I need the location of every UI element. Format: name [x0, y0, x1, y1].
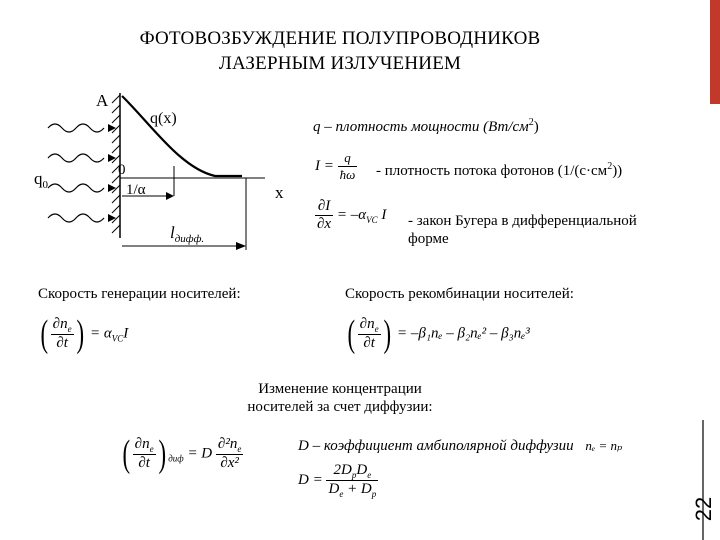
title-line-2: ЛАЗЕРНЫМ ИЗЛУЧЕНИЕМ: [218, 53, 462, 74]
photon-flux-definition: - плотность потока фотонов $(1/(с\cdot см^2))$: [376, 161, 623, 179]
d-formula: D = $\frac{2D_pD_e}{D_e + D_p}$: [298, 462, 377, 499]
label-qx: q(x): [150, 110, 177, 127]
absorption-diagram: [30, 88, 300, 258]
accent-bar: [710, 0, 720, 104]
fraction: $\frac{\partial^2n_e}{\text{∂x²}}$: [217, 436, 242, 471]
q-definition: q – плотность мощности $(Вт/см^2)$: [313, 117, 539, 135]
d-definition: D – коэффициент амбиполярной диффузии nₑ = nₚ: [298, 438, 623, 454]
fraction: $\frac{\partial n_e}{\partial t}$: [134, 436, 154, 471]
bouguer-formula: $\frac{\partial I}{\partial x}$ = $-\alpha_{VC}$ I: [317, 198, 387, 232]
photon-waves: [48, 124, 104, 222]
diffusion-formula: ( $\frac{\partial n_e}{\partial t}$ ) $_{диф}$ = D $\frac{\partial^2n_e}{\text{∂x²}}$: [122, 433, 242, 475]
recombination-label: Скорость рекомбинации носителей:: [345, 286, 574, 302]
recombination-formula: ( $\frac{\partial n_e}{\partial t}$ ) = –β₁nₑ – β₂nₑ² – β₃nₑ³: [347, 313, 530, 355]
qx-curve: [122, 96, 242, 176]
page-number: 22: [691, 496, 716, 522]
fraction: $\frac{2D_pD_e}{D_e + D_p}$: [328, 462, 377, 499]
label-zero: 0: [118, 162, 126, 178]
generation-formula: ( $\frac{\partial n_e}{\partial t}$ ) = $\alpha_{VC}I$: [40, 313, 129, 355]
label-q0: $q_0$: [34, 169, 48, 191]
fraction: $\frac{\partial n_e}{\partial t}$: [359, 316, 379, 351]
fraction: $\frac{\partial I}{\partial x}$: [317, 198, 332, 232]
generation-label: Скорость генерации носителей:: [38, 286, 241, 302]
label-ldiff: $l_{дифф.}$: [170, 223, 205, 245]
label-x: x: [275, 183, 284, 202]
bouguer-definition: - закон Бугера в дифференциальной форме: [408, 213, 637, 247]
label-a: A: [96, 91, 109, 110]
fraction: $\frac{q}{ħ\omega}$: [339, 150, 356, 182]
slide-title: [40, 26, 640, 76]
label-inv-alpha: 1/α: [126, 182, 146, 198]
title-line-1: ФОТОВОЗБУЖДЕНИЕ ПОЛУПРОВОДНИКОВ: [139, 28, 541, 49]
photon-flux-formula: I = $\frac{q}{ħ\omega}$: [315, 150, 356, 182]
ldiff-arrow-head: [236, 242, 246, 250]
fraction: $\frac{\partial n_e}{\partial t}$: [52, 316, 72, 351]
diffusion-label: Изменение концентрации носителей за счет диффузии:: [247, 381, 433, 415]
